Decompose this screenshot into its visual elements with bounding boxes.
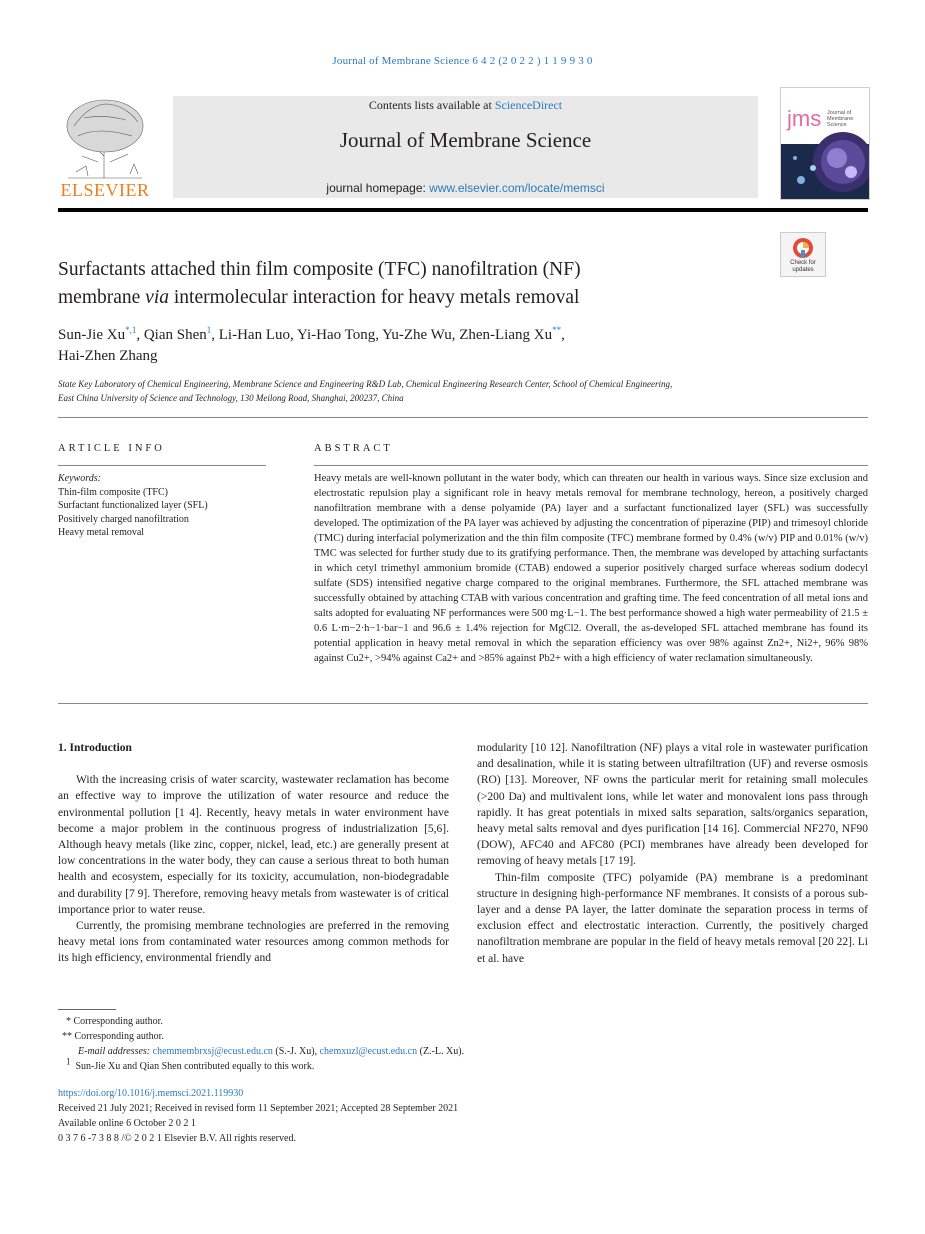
section-heading: 1. Introduction — [58, 742, 132, 754]
title-emphasis: via — [145, 287, 169, 308]
footnote-mark: 1 — [66, 1056, 71, 1067]
body-paragraph: Currently, the promising membrane technologies are preferred in the removing heavy metal ions from contaminated water resources among common methods for its high efficiency, environmental friendly and — [58, 920, 449, 965]
body-left-column — [58, 740, 449, 967]
author-name[interactable]: Zhen-Liang Xu — [459, 327, 553, 343]
affiliation — [58, 378, 778, 405]
footnote — [58, 1056, 778, 1074]
title-text: intermolecular interaction for heavy metals removal — [169, 287, 580, 308]
author-name[interactable]: Yi-Hao Tong — [296, 327, 376, 343]
email-owner: (S.-J. Xu), — [272, 1046, 320, 1057]
article-title — [58, 256, 748, 312]
title-line: Surfactants attached thin film composite (TFC) nanofiltration (NF) — [58, 259, 581, 280]
journal-title: Journal of Membrane Science — [339, 128, 592, 152]
abstract-text: Heavy metals are well-known pollutant in the water body, which can threaten our health in various ways. Since size exclusion and electrostatic repulsion play a significant role in heavy metals removal for membrane technology, hereon, a positively charged nanofiltration membrane with a dense polyamide (PA) layer and a surfactant functionalized layer (SFL) was successfully developed. The optimization of the PA layer was achieved by adjusting the concentration of piperazine (PIP) and trimesoyl chloride (TMC) during interfacial polymerization and the thin film composite (TFC) membrane formed by 0.4% (w/v) PIP and 0.01% (w/v) TMC was selected for further study due to its gratifying performance. Then, the membrane was developed by attaching surfactants in which cetyl trimethyl ammonium bromide (CTAB) endowed a superior positively charged surface whereas sodium dodecyl sulfate (SDS) intensified negative charge compared to the original membranes. Furthermore, the SFL attached membrane was successfully obtained by attaching CTAB with various concentration and grafting time. The feed concentration of all metal ions and salts adopted for evaluating NF performances were 500 mg·L−1. The best performance showed a high water permeability of 21.5 ± 0.6 L·m−2·h−1·bar−1 and 96.6 ± 1.4% rejection for MgCl2. Overall, the as-developed SFL attached membrane has found its potential application in heavy metal removal in which the separation efficiency was over 98% against Zn2+, Ni2+, 96% 98% against Cu2+, >94% against Ca2+ and >85% against Pb2+ with a high efficiency of water reclamation simultaneously. — [314, 473, 868, 664]
author-name[interactable]: Hai-Zhen Zhang — [58, 348, 158, 364]
affiliation-line: State Key Laboratory of Chemical Engineering, Membrane Science and Engineering R&D Lab, Chemical Engineering Research Center, School of Chemical Engineering, — [58, 379, 673, 389]
body-paragraph: modularity [10 12]. Nanofiltration (NF) plays a vital role in wastewater purification and desalination, while it is stating between ultrafiltration (UF) and reverse osmosis (RO) [13]. Moreover, NF owns the particular merit for retaining small molecules (>200 Da) and multivalent ions, while let water and monovalent ions pass through rapidly. It has great potentials in mixed salts separation, salts/organics separation, heavy metal salts removal and dyes purification [14 16]. Commercial NF270, NF90 (DOW), AFC40 and AFC80 (PCI) membranes have already been developed for removing of heavy metals [17 19]. — [477, 742, 868, 868]
title-text: membrane — [58, 287, 146, 308]
author-mark[interactable]: 1 — [206, 325, 212, 335]
author-name[interactable]: Yu-Zhe Wu — [382, 327, 452, 343]
article-info-heading: ARTICLE INFO — [58, 443, 165, 454]
crossmark-label-line: updates — [792, 267, 814, 273]
cover-subtitle — [827, 110, 853, 128]
doi-link[interactable]: https://doi.org/10.1016/j.memsci.2021.119930 — [58, 1088, 244, 1099]
cover-subtitle-line: Membrane — [827, 116, 854, 122]
homepage-link[interactable]: www.elsevier.com/locate/memsci — [429, 181, 605, 195]
footnote-text: Sun-Jie Xu and Qian Shen contributed equally to this work. — [75, 1061, 315, 1072]
title-line — [58, 284, 748, 312]
available-online: Available online 6 October 2 0 2 1 — [58, 1118, 196, 1129]
homepage-line — [173, 181, 758, 195]
contents-prefix: Contents lists available at — [368, 98, 495, 112]
journal-banner — [173, 96, 758, 198]
journal-cover[interactable] — [780, 87, 870, 200]
cover-logo: jms — [787, 106, 822, 131]
elsevier-tree-icon — [58, 96, 152, 181]
body-paragraph: Thin-film composite (TFC) polyamide (PA) membrane is a predominant structure in designing high-performance NF membranes. It consists of a porous sub-layer and a dense PA layer, the latter dominate the separation process in terms of exclusion effect and electrostatic interaction. Currently, the positively charged nanofiltration membrane are popular in the field of heavy metals removal [20 22]. Li et al. have — [477, 871, 868, 965]
journal-cover-art-icon — [781, 88, 869, 199]
cover-subtitle-line: Journal of — [827, 110, 852, 116]
contents-line — [173, 98, 758, 113]
abstract-heading: ABSTRACT — [314, 443, 393, 454]
cover-subtitle-line: Science — [827, 122, 847, 128]
divider — [314, 465, 868, 466]
footnote: * Corresponding author. — [66, 1016, 163, 1027]
author-name[interactable]: Qian Shen — [143, 327, 207, 343]
author-mark[interactable]: ** — [552, 325, 562, 335]
footnote-rule — [58, 1009, 116, 1010]
affiliation-line: East China University of Science and Technology, 130 Meilong Road, Shanghai, 200237, China — [58, 392, 404, 403]
email-owner: (Z.-L. Xu). — [417, 1046, 465, 1057]
publication-meta — [58, 1086, 778, 1146]
keyword: Positively charged nanofiltration — [58, 513, 189, 525]
email-link[interactable]: chemxuzl@ecust.edu.cn — [319, 1046, 418, 1057]
keywords-block — [58, 472, 266, 540]
body-paragraph: With the increasing crisis of water scarcity, wastewater reclamation has become an effective way to improve the utilization of water resource and reduce the environmental pollution [1 4]. Recently, heavy metals in water environment have become a major problem in the continuous progress of industrialization [5,6]. Although heavy metals (like zinc, copper, nickel, lead, etc.) are generally present at low concentrations in the water body, they can cause a serious threat to both human health and ecosystem, especially for its toxicity, accumulation, non-biodegradable and durability [7 9]. Therefore, removing heavy metals from wastewater is of critical importance prior to water reuse. — [58, 774, 449, 916]
email-label: E-mail addresses: — [78, 1046, 153, 1057]
author-list: Sun-Jie $Xu^{*,1}$, Qian Shen$^1$, Li-Han Luo, Yi-Hao Tong, Yu-Zhe Wu, Zhen-Liang Xu**, Hai-Zhen Zhang — [58, 325, 565, 364]
divider — [58, 465, 266, 466]
keyword: Surfactant functionalized layer (SFL) — [58, 500, 208, 511]
crossmark-label — [781, 260, 825, 274]
keyword: Heavy metal removal — [58, 527, 145, 538]
author-mark[interactable]: *,1 — [125, 325, 137, 335]
crossmark-label-line: Check for — [790, 260, 816, 266]
divider — [58, 417, 868, 418]
sciencedirect-link[interactable]: ScienceDirect — [494, 98, 563, 112]
copyright: 0 3 7 6 -7 3 8 8 /© 2 0 2 1 Elsevier B.V. All rights reserved. — [58, 1133, 296, 1144]
received-dates: Received 21 July 2021; Received in revised form 11 September 2021; Accepted 28 September 2021 — [58, 1103, 459, 1114]
divider — [58, 703, 868, 704]
footnote: ** Corresponding author. — [62, 1031, 164, 1042]
journal-citation[interactable]: Journal of Membrane Science 6 4 2 (2 0 2 2 ) 1 1 9 9 3 0 — [332, 55, 593, 67]
email-link[interactable]: chemmembrxsj@ecust.edu.cn — [152, 1046, 273, 1057]
footnote-emails — [58, 1044, 778, 1059]
body-right-column — [477, 740, 868, 967]
crossmark-icon — [791, 236, 815, 260]
footnotes — [58, 1014, 778, 1074]
author-name[interactable]: Sun-Jie Xu — [58, 327, 126, 343]
header-rule — [58, 208, 868, 212]
homepage-prefix: journal homepage: — [326, 181, 430, 195]
author-name[interactable]: Li-Han Luo — [218, 327, 290, 343]
publisher-name: ELSEVIER — [60, 180, 150, 200]
keywords-label: Keywords: — [58, 473, 101, 484]
check-for-updates-button[interactable] — [780, 232, 826, 277]
keyword: Thin-film composite (TFC) — [58, 486, 168, 498]
